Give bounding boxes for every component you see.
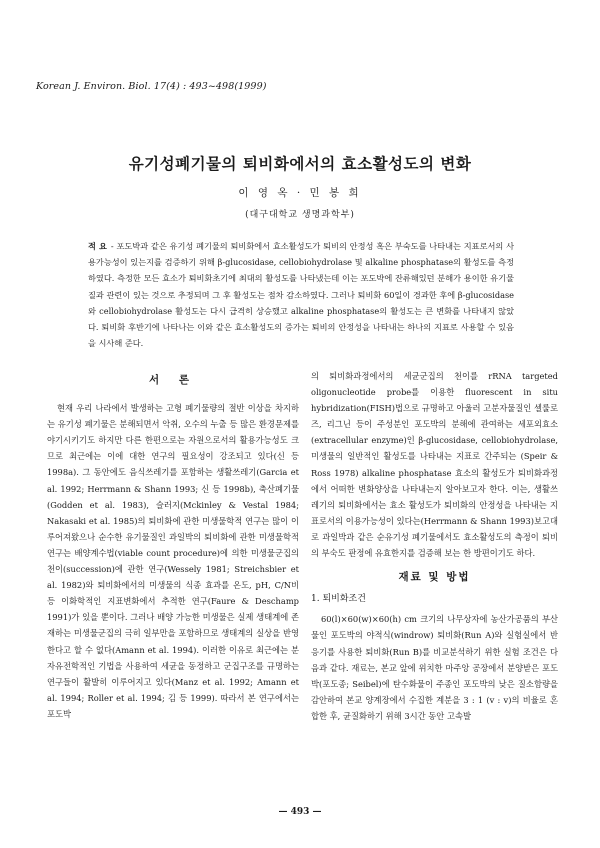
intro-paragraph: 현재 우리 나라에서 발생하는 고형 폐기물량의 절반 이상을 차지하는 유기성 폐기물은 분해되면서 악취, 오수의 누출 등 많은 환경문제를 야기시키기도 하지만 다른 한편으로는 자원으로서의 활용가능성도 크므로 최근에는 이에 대한 연구의 필요성이 강조되고 있다(신 등 1998a). 그 동안에도 음식쓰레기를 포함하는 생활쓰레기(Garcia et al. 1992; Herrmann & Shann 1993; 신 등 1998b), 축산폐기물(Godden et al. 1983), 슬러지(Mckinley & Vestal 1984; Nakasaki et al. 1985)의 퇴비화에 관한 미생물학적 연구는 많이 이루어져왔으나 순수한 유기물질인 과일박의 퇴비화에 관한 미생물학적 연구는 배양계수법(viable count procedure)에 의한 미생물군집의 천이(succession)에 관한 연구(Wessely 1981; Streichsbier et al. 1982)와 퇴비화에서의 미생물의 식종 효과를 온도, pH, C/N비 등 이화학적인 지표변화에서 추적한 연구(Faure & Deschamp 1991)가 있을 뿐이다. 그러나 배양 가능한 미생물은 실제 생태계에 존재하는 미생물군집의 극히 일부만을 포함하므로 생태계의 실상을 반영한다고 할 수 없다(Amann et al. 1994). 이러한 이유로 최근에는 분자유전학적인 기법을 사용하여 세균을 동정하고 군집구조를 규명하는 연구들이 활발히 이루어지고 있다(Manz et al. 1992; Amann et al. 1994; Roller et al. 1994; 김 등 1999). 따라서 본 연구에서는 포도박 bbox=[47, 403, 299, 719]
intro-continuation: 의 퇴비화과정에서의 세균군집의 천이를 rRNA targeted oligonucleotide probe를 이용한 fluorescent in situ hybridization(FISH)법으로 규명하고 아울러 고분자물질인 셀룰로즈, 리그닌 등이 주성분인 포도박의 분해에 관여하는 세포외효소(extracellular enzyme)인 β-glucosidase, cellobiohydrolase, 미생물의 일반적인 활성도를 나타내는 지표로 간주되는 (Speir & Ross 1978) alkaline phosphatase 효소의 활성도가 퇴비화과정에서 어떠한 변화양상을 나타내는지 알아보고자 한다. 이는, 생활쓰레기의 퇴비화에서는 효소 활성도가 퇴비화의 안정성을 나타내는 지표로서의 이용가능성이 있다는(Herrmann & Shann 1993)보고대로 과일박과 같은 순유기성 폐기물에서도 효소활성도의 측정이 퇴비의 부숙도 판정에 유효한지를 검증해 보는 한 방편이기도 하다. bbox=[311, 371, 558, 559]
methods-subheading: 1. 퇴비화조건 bbox=[311, 594, 366, 605]
abstract-text: - 포도박과 같은 유기성 폐기물의 퇴비화에서 효소활성도가 퇴비의 안정성 혹은 부숙도를 나타내는 지표로서의 사용가능성이 있는지를 검증하기 위해 β-glucosidase, cellobiohydrolase 및 alkaline phosphatase의 활성도를 측정하였다. 측정한 모든 효소가 퇴비화초기에 최대의 활성도를 나타냈는데 이는 포도박에 잔류해있던 분해가 용이한 유기물질과 관련이 있는 것으로 추정되며 그 후 활성도는 점차 감소하였다. 그러나 퇴비화 60일이 경과한 후에 β-glucosidase와 cellobiohydrolase 활성도는 다시 급격히 상승했고 alkaline phosphatase의 활성도는 큰 변화를 나타내지 않았다. 퇴비화 후반기에 나타나는 이와 같은 효소활성도의 증가는 퇴비의 안정성을 나타내는 하나의 지표로 사용할 수 있음을 시사해 준다. bbox=[88, 241, 515, 349]
authors: 이 영 옥 · 민 봉 희 bbox=[238, 187, 362, 199]
abstract-label: 적 요 bbox=[88, 241, 107, 251]
affiliation: (대구대학교 생명과학부) bbox=[245, 210, 355, 220]
page-number: — 493 — bbox=[278, 807, 322, 817]
right-column bbox=[311, 368, 558, 724]
journal-reference: Korean J. Environ. Biol. 17(4) : 493~498(1999) bbox=[36, 81, 267, 92]
paper-title: 유기성폐기물의 퇴비화에서의 효소활성도의 변화 bbox=[128, 154, 472, 173]
abstract bbox=[88, 238, 514, 351]
left-column bbox=[47, 368, 299, 722]
methods-heading: 재료 및 방법 bbox=[398, 571, 471, 584]
methods-paragraph: 60(l)×60(w)×60(h) cm 크기의 나무상자에 농산가공품의 부산물인 포도박의 야적식(windrow) 퇴비화(Run A)와 실험실에서 반응기를 사용한 퇴비화(Run B)를 비교분석하기 위한 실험 조건은 다음과 같다. 재료는, 본교 앞에 위치한 마주앙 공장에서 분양받은 포도박(포도종; Seibel)에 탄수화물이 주종인 포도박의 낮은 질소함량을 감안하여 본교 양계장에서 수집한 계분을 3 : 1 (v : v)의 비율로 혼합한 후, 균질화하기 위해 3시간 동안 고속발 bbox=[311, 614, 558, 721]
intro-heading: 서 론 bbox=[149, 374, 197, 386]
